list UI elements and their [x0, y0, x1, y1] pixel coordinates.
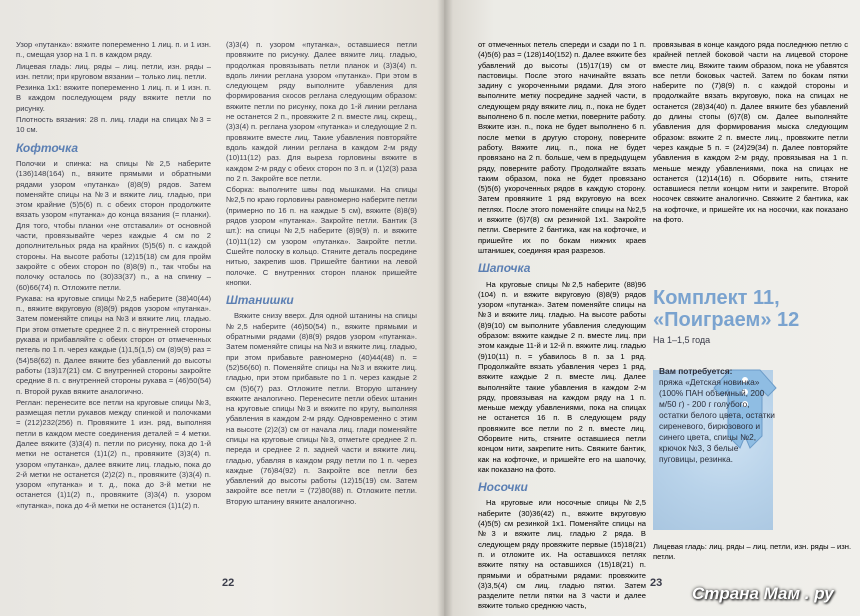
- instructions-reglan-cont: (3)3(4) п. узором «путанка», оставшиеся петли провяжите по рисунку. Далее вяжите лиц. гладью, продолжая провязывать петли планок и (3)3(4) п. вдоль линии реглана узором «путанка». При этом в следующем ряду выполните убавления для формирования скосов реглана следующим образом: вяжите петли по рисунку, пока до 1-й линии реглана не останется 2 п., провяжите 2 п. вместе лиц. скрещ., (3)3(4) п. реглана узором «путанка» и следующие 2 п. провяжите вместе лиц. Такие убавления повторяйте вдоль каждой линии реглана в каждом 2-м ряду (10)11(12) раз. Для выреза горловины вяжите в каждом 2-м ряду с обеих сторон по 3 п. и (1)2(3) раза по 2 п. Закройте все петли.: [226, 40, 417, 183]
- pattern-rezinka: Резинка 1x1: вяжите попеременно 1 лиц. п. и 1 изн. п. В каждом последующем ряду вяжите петли по рисунку.: [16, 83, 211, 113]
- instructions-nosochki: На круговые или носочные спицы №2,5 наберите (30)36(42) п., вяжите вкруговую (4)5(5) см резинкой 1x1. Поменяйте спицы на №3 и вяжите лиц. гладью 2 ряда. В следующем ряду провяжите первые (15)18(21) п. и отложите их. На оставшихся петлях вяжите пятку на оставшихся (15)18(21) п. прямыми и обратными рядами: провяжите (3)3,5(4) см лиц. гладью пятки. Затем разделите петли пятки на 3 части и далее вяжите только среднюю часть,: [478, 498, 646, 611]
- section-title-kofta: Кофточка: [16, 140, 79, 155]
- right-column-1: [478, 40, 646, 613]
- page-gutter: [437, 0, 453, 616]
- materials-list: пряжа «Детская новинка» (100% ПАН объемный, 200 м/50 г) - 200 г голубого, остатки белого цвета, остатки сиреневого, бирюзового и синего цвета, спицы №2, крючок №3, 3 белые пуговицы, резинка.: [659, 377, 775, 464]
- gauge-note: Лицевая гладь: лиц. ряды – лиц. петли, изн. ряды – изн. петли.: [653, 542, 852, 561]
- materials-box: [653, 362, 781, 469]
- instructions-rukava: Рукава: на круговые спицы №2,5 наберите (38)40(44) п., вяжите вкруговую (8)8(9) рядов узором «путанка». Затем поменяйте спицы на №3 и вяжите лиц. гладью. При этом отметьте среднее 2 п. с внутренней стороны рукава и прибавляйте с обеих сторон от отмеченных петель по 1 п. через каждые (1)1,5(1,5) см (8)9(9) раз = (54)58(62) п. Далее вяжите без убавлений до высоты работы (13)17(21) см. С внутренней стороны закройте средние 8 п. с внутренней стороны рукава = (46)50(54) п. Второй рукав вяжите аналогично.: [16, 293, 211, 396]
- instructions-shtanishki-cont: от отмеченных петель спереди и сзади по 1 п. (4)5(6) раз = (128)140(152) п. Далее вяжите без убавлений до высоты (15)17(19) см от пастовицы. После этого начинайте вязать задину с укороченными рядами. Для этого выполните метку посредине задней части, в следующем ряду вяжите лиц. п., пока не будет выполнено 6 п. после метки, поверните работу. Вяжите изн. п., пока не будет выполнено 6 п. после метки в другую сторону, поверните работу. Вяжите лиц. п., пока не будет провязано на 2 п. больше, чем в предыдущем ряду, поверните работу. Продолжайте вязать таким образом, пока не будет провязано (5)5(6) укороченных рядов в каждую сторону. Затем провяжите 1 ряд вкруговую на всех петлях. После этого поменяйте спицы на №2,5 и вяжите (6)7(8) см резинкой 1x1. Закройте петли. Сверните 2 бантика, как на кофточке, и пришейте их по бокам нижних краев штанишек, соединяя края разрезов.: [478, 40, 646, 255]
- kit-age: На 1–1,5 года: [653, 335, 711, 345]
- right-column-2: [653, 40, 848, 226]
- section-title-shapochka: Шапочка: [478, 261, 531, 276]
- left-column-2: [226, 40, 417, 508]
- instructions-reglan: Реглан: перенесите все петли на круговые спицы №3, размещая петли рукавов между спинкой и полочками = (212)232(256) п. Провяжите 1 изн. ряд, выполняя петли в каждом месте соединения деталей = 4 метки. Далее вяжите (3)3(4) п. петли по рисунку, пока до 1-й метки не останется (1)1(2) п., провяжите (3)3(4) п. узором «путанка», далее вяжите лиц. гладью, пока до 2-й метки не останется (2)2(2) п., провяжите (3)3(4) п. узором «путанка» и т. д., пока до 3-й метки не останется (1)1(2) п., провяжите (3)3(4) п. узором «путанка», пока до 4-й метки не останется (1)1(2) п.: [16, 397, 211, 510]
- pattern-licevaya: Лицевая гладь: лиц. ряды – лиц. петли, изн. ряды – изн. петли; при круговом вязании – только лиц. петли.: [16, 61, 211, 81]
- pattern-putanka: Узор «путанка»: вяжите попеременно 1 лиц. п. и 1 изн. п., смещая узор на 1 п. в каждом ряду.: [16, 40, 211, 60]
- instructions-nosochki-cont: провязывая в конце каждого ряда последнюю петлю с крайней петлей боковой части на лицевой стороне вместе лиц. Вяжите таким образом, пока не убавятся все петли боковых частей. Затем по бокам пятки наберите по (7)8(9) п. с каждой стороны и продолжайте вязать вкруговую, пока на спицах не останется (28)34(40) п. Далее вяжите без убавлений до длины стопы (6)7(8) см. Далее выполняйте убавления для формирования мыска следующим образом: вяжите 2 п. вместе лиц., провяжите петли через каждые 5 п. = (24)29(34) п. Далее повторяйте убавления в каждом 2-м ряду, провязывая на 1 п. меньше между убавлениями, пока на спицах не останется (12)14(16) п. Оборвите нить, стяните оставшиеся петли концом нити и закрепите. Второй носочек свяжите аналогично. Свяжите 2 бантика, как на кофточке, и пришейте их на носочки, как показано на фото.: [653, 40, 848, 225]
- instructions-sborka: Сборка: выполните швы под мышками. На спицы №2,5 по краю горловины равномерно наберите петли (примерно по 16 п. на каждые 5 см), вяжите (8)8(9) рядов узором «путанка». Закройте петли. Бантик (3 шт.): на спицы №2,5 наберите (8)9(9) п. и вяжите (10)11(12) см узором «путанка». Закройте петли. Сшейте полоску в кольцо. Стяните деталь посредине нитью, закрепив шов. Пришейте бантики на левой полочке. С внутренних сторон планок пришейте кнопки.: [226, 185, 417, 287]
- page-number-left: 22: [222, 577, 235, 589]
- instructions-polochki: Полочки и спинка: на спицы №2,5 наберите (136)148(164) п., вяжите прямыми и обратными рядами узором «путанка» (8)8(9) рядов. Затем поменяйте спицы на №3 и вяжите лиц. гладью, при этом крайние (5)5(6) п. с обеих сторон продолжите вязать узором «путанка» до конца вязания (= планки). Для того, чтобы планки «не отставали» от основной части, провязывайте через каждые 4 см по 2 дополнительных ряда на крайних (5)5(6) п. с каждой стороны. На высоте работы (12)15(18) см для пройм закройте с обеих сторон по (8)8(9) п., так чтобы на полочку осталось по (30)33(37) п., а на спинку – (60)66(74) п. Отложите петли.: [16, 158, 211, 292]
- instructions-shapochka: На круговые спицы №2,5 наберите (88)96 (104) п. и вяжите вкруговую (8)8(9) рядов узором «путанка». Затем поменяйте спицы на №3 и вяжите лиц. гладью. На высоте работы (8)9(10) см выполните убавления следующим образом: вяжите каждые 2 п. вместе лиц. при этом каждые 11-й и 12-й п. вяжите лиц. гладью (9)10(11) п. = убавилось 8 п. за 1 ряд. Продолжайте вязать убавления через 1 ряд, вяжите каждые 2 п. вместе лиц. Далее выполняйте такие убавления в каждом 2-м ряду, провязывая на каждом ряду на 1 п. меньше между убавлениями, пока на спицах не останется 16 п. В следующем ряду провяжите все петли по 2 п. вместе лиц. Оборвите нить, стяните оставшиеся петли концом нити, закрепите нить. Свяжите бантик, как на кофточке, и пришейте его на шапочку, как показано на фото.: [478, 279, 646, 474]
- kit-header: [653, 287, 853, 345]
- instructions-shtanishki: Вяжите снизу вверх. Для одной штанины на спицы №2,5 наберите (46)50(54) п., вяжите прямыми и обратными рядами (8)8(9) рядов узором «путанка». Затем поменяйте спицы на №3 и вяжите лиц. гладью, при этом прибавьте равномерно (40)44(48) п. = (52)56(60) п. Поменяйте спицы на №3 и вяжите лиц. гладью, при этом прибавьте по 1 п. через каждые 2 см (5)6(7) раз. Отложите петли. Вторую штанину вяжите аналогично. Перенесите петли обеих штанин на круговые спицы №3 и вяжите по кругу, выполняя убавления в каждом 2-м ряду. Одновременно с этим на высоте (2)2(3) см от начала лиц. глади поменяйте спицы на круговые спицы №3, отметьте среднее 2 п. переда и среднее 2 п. задней части и вяжите лиц. гладью, убавляя в каждом ряду петли по 1 п. через каждые (76)84(92) п. Закройте все петли без убавлений до высоты работы (12)15(19) см. Затем закройте все петли = (72)80(88) п. Отложите петли. Вторую штанину вяжите аналогично.: [226, 311, 417, 506]
- left-column-1: [16, 40, 211, 512]
- kit-title-line-1: Комплект 11,: [653, 287, 780, 309]
- site-watermark: Страна Мам . ру: [692, 584, 834, 603]
- section-title-shtanishki: Штанишки: [226, 293, 294, 308]
- gauge-text: Плотность вязания: 28 п. лиц. глади на спицах №3 = 10 см.: [16, 115, 211, 135]
- materials-title: Вам потребуется:: [659, 366, 733, 376]
- section-title-nosochki: Носочки: [478, 480, 528, 495]
- kit-title-line-2: «Поиграем» 12: [653, 309, 800, 331]
- page-number-right: 23: [650, 577, 663, 589]
